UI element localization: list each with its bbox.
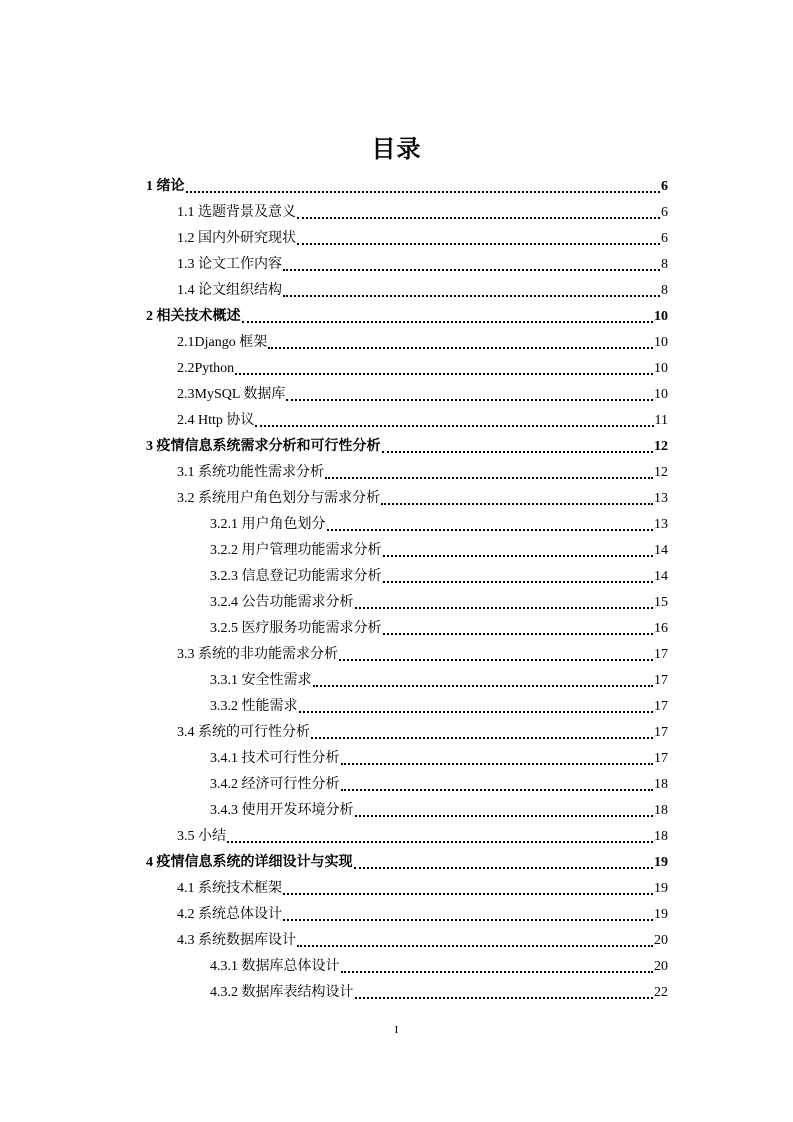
toc-dot-leader [286, 399, 653, 401]
toc-dot-leader [283, 269, 660, 271]
toc-entry-title: 3.2.2 用户管理功能需求分析 [210, 543, 382, 558]
toc-entry-title: 3.4 系统的可行性分析 [177, 725, 310, 740]
toc-dot-leader [186, 191, 661, 193]
toc-entry-title: 1 绪论 [146, 179, 185, 194]
toc-entry[interactable] [146, 431, 668, 457]
toc-entry-page: 10 [654, 387, 668, 402]
toc-entry-title: 3.2.5 医疗服务功能需求分析 [210, 621, 382, 636]
toc-entry-page: 10 [654, 309, 668, 324]
toc-entry-title: 4.3.2 数据库表结构设计 [210, 985, 354, 1000]
toc-entry-page: 17 [654, 751, 668, 766]
toc-dot-leader [283, 295, 660, 297]
toc-entry-title: 2.1Django 框架 [177, 335, 268, 350]
toc-entry[interactable] [177, 197, 668, 223]
toc-dot-leader [341, 789, 654, 791]
toc-entry[interactable] [210, 743, 668, 769]
toc-dot-leader [255, 425, 653, 427]
toc-entry[interactable] [177, 821, 668, 847]
toc-dot-leader [383, 581, 654, 583]
toc-entry-page: 18 [654, 777, 668, 792]
toc-entry[interactable] [210, 535, 668, 561]
toc-entry-title: 4 疫情信息系统的详细设计与实现 [146, 855, 353, 870]
toc-entry-title: 3.5 小结 [177, 829, 226, 844]
toc-entry-title: 1.2 国内外研究现状 [177, 231, 296, 246]
toc-entry-title: 3.2 系统用户角色划分与需求分析 [177, 491, 380, 506]
page-number: I [394, 1024, 399, 1036]
toc-entry[interactable] [177, 249, 668, 275]
toc-entry-title: 3.3.2 性能需求 [210, 699, 298, 714]
toc-dot-leader [355, 815, 654, 817]
toc-dot-leader [283, 919, 653, 921]
toc-entry-page: 19 [654, 907, 668, 922]
toc-dot-leader [299, 711, 654, 713]
toc-dot-leader [311, 737, 653, 739]
toc-entry-page: 18 [654, 803, 668, 818]
toc-entry-page: 10 [654, 361, 668, 376]
toc-entry[interactable] [177, 639, 668, 665]
toc-dot-leader [355, 997, 654, 999]
toc-entry-title: 3.4.3 使用开发环境分析 [210, 803, 354, 818]
toc-entry-page: 16 [654, 621, 668, 636]
toc-entry[interactable] [177, 873, 668, 899]
toc-entry[interactable] [210, 795, 668, 821]
toc-entry-page: 6 [661, 205, 668, 220]
toc-dot-leader [339, 659, 653, 661]
toc-entry-page: 17 [654, 699, 668, 714]
toc-entry-page: 8 [661, 283, 668, 298]
toc-dot-leader [325, 477, 653, 479]
toc-dot-leader [268, 347, 653, 349]
toc-entry[interactable] [146, 847, 668, 873]
toc-entry-page: 17 [654, 725, 668, 740]
toc-entry-page: 22 [654, 985, 668, 1000]
toc-entry-title: 1.1 选题背景及意义 [177, 205, 296, 220]
toc-entry[interactable] [210, 665, 668, 691]
toc-dot-leader [327, 529, 654, 531]
toc-entry-title: 3.2.1 用户角色划分 [210, 517, 326, 532]
toc-entry-title: 4.2 系统总体设计 [177, 907, 282, 922]
toc-entry-title: 1.3 论文工作内容 [177, 257, 282, 272]
toc-entry[interactable] [177, 275, 668, 301]
toc-entry-page: 6 [661, 231, 668, 246]
toc-entry-page: 17 [654, 647, 668, 662]
toc-entry-page: 12 [654, 465, 668, 480]
toc-entry-title: 3.3.1 安全性需求 [210, 673, 312, 688]
toc-dot-leader [383, 555, 654, 557]
toc-entry-title: 2 相关技术概述 [146, 309, 241, 324]
toc-entry-title: 1.4 论文组织结构 [177, 283, 282, 298]
toc-entry-page: 13 [654, 517, 668, 532]
toc-dot-leader [297, 945, 653, 947]
toc-entry[interactable] [177, 483, 668, 509]
toc-dot-leader [227, 841, 653, 843]
toc-entry-title: 4.3 系统数据库设计 [177, 933, 296, 948]
toc-entry[interactable] [210, 951, 668, 977]
toc-dot-leader [283, 893, 653, 895]
toc-entry-title: 3.2.3 信息登记功能需求分析 [210, 569, 382, 584]
toc-dot-leader [297, 217, 660, 219]
toc-entry[interactable] [177, 925, 668, 951]
toc-entry[interactable] [177, 457, 668, 483]
toc-entry-page: 12 [654, 439, 668, 454]
toc-entry-title: 2.2Python [177, 361, 235, 376]
toc-dot-leader [354, 867, 654, 869]
toc-entry-title: 4.3.1 数据库总体设计 [210, 959, 340, 974]
toc-entry[interactable] [146, 171, 668, 197]
toc-entry[interactable] [177, 379, 668, 405]
toc-entry[interactable] [177, 717, 668, 743]
toc-entry-page: 20 [654, 933, 668, 948]
toc-entry-page: 17 [654, 673, 668, 688]
toc-dot-leader [242, 321, 654, 323]
toc-entry-title: 3.3 系统的非功能需求分析 [177, 647, 338, 662]
toc-entry-page: 6 [661, 179, 668, 194]
toc-entry-title: 2.3MySQL 数据库 [177, 387, 286, 402]
toc-entry-title: 3.4.1 技术可行性分析 [210, 751, 340, 766]
toc-dot-leader [235, 373, 653, 375]
toc-dot-leader [381, 503, 653, 505]
toc-entry[interactable] [177, 405, 668, 431]
toc-entry[interactable] [210, 691, 668, 717]
toc-entry-page: 13 [654, 491, 668, 506]
toc-entry[interactable] [210, 587, 668, 613]
toc-entry[interactable] [177, 899, 668, 925]
toc-entry-page: 18 [654, 829, 668, 844]
toc-entry[interactable] [177, 353, 668, 379]
toc-entry-page: 11 [654, 413, 668, 428]
toc-entry-page: 8 [661, 257, 668, 272]
toc-entry-title: 3.2.4 公告功能需求分析 [210, 595, 354, 610]
toc-entry[interactable] [177, 327, 668, 353]
toc-entry-title: 4.1 系统技术框架 [177, 881, 282, 896]
toc-dot-leader [313, 685, 654, 687]
toc-dot-leader [355, 607, 654, 609]
toc-entry[interactable] [177, 223, 668, 249]
toc-entry-page: 14 [654, 569, 668, 584]
toc-entry[interactable] [210, 977, 668, 1003]
toc-entry-page: 10 [654, 335, 668, 350]
toc-entry-title: 2.4 Http 协议 [177, 413, 255, 428]
page-title: 目录 [371, 135, 422, 163]
toc-dot-leader [297, 243, 660, 245]
toc-entry-page: 19 [654, 855, 668, 870]
toc-entry-title: 3.1 系统功能性需求分析 [177, 465, 324, 480]
toc-entry[interactable] [210, 613, 668, 639]
toc-entry-title: 3.4.2 经济可行性分析 [210, 777, 340, 792]
toc-entry-page: 20 [654, 959, 668, 974]
toc-entry[interactable] [210, 561, 668, 587]
toc-entry[interactable] [210, 509, 668, 535]
toc-dot-leader [341, 763, 654, 765]
toc-entry-page: 15 [654, 595, 668, 610]
toc-entry-page: 19 [654, 881, 668, 896]
toc-entry[interactable] [146, 301, 668, 327]
toc-dot-leader [382, 451, 654, 453]
toc-entry[interactable] [210, 769, 668, 795]
toc-entry-title: 3 疫情信息系统需求分析和可行性分析 [146, 439, 381, 454]
toc-dot-leader [383, 633, 654, 635]
toc-dot-leader [341, 971, 654, 973]
toc-entry-page: 14 [654, 543, 668, 558]
